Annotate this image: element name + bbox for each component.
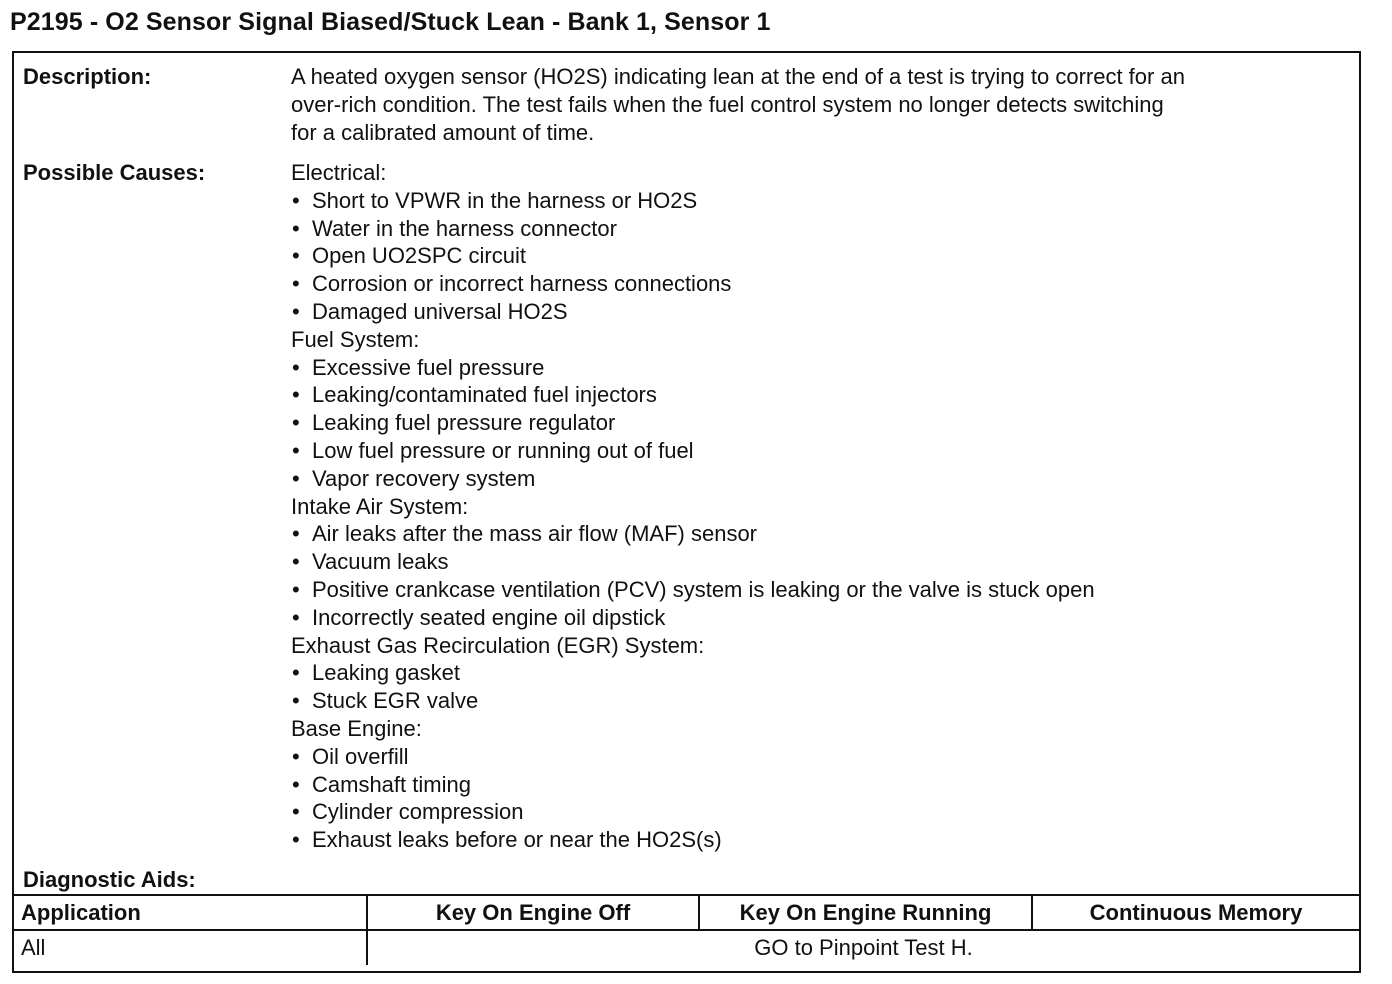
bullet-icon: • xyxy=(292,437,300,463)
cause-text: Corrosion or incorrect harness connections xyxy=(312,271,732,297)
bullet-icon: • xyxy=(292,521,300,547)
cause-text: Leaking gasket xyxy=(312,660,460,686)
description-line: for a calibrated amount of time. xyxy=(291,120,595,145)
bullet-icon: • xyxy=(292,660,300,686)
column-header-continuous-memory: Continuous Memory xyxy=(1032,895,1359,930)
list-item xyxy=(291,798,1095,826)
description-line: over-rich condition. The test fails when the fuel control system no longer detects switching xyxy=(291,92,1164,117)
cause-text: Water in the harness connector xyxy=(312,215,617,241)
cause-text: Positive crankcase ventilation (PCV) system is leaking or the valve is stuck open xyxy=(312,576,1095,602)
cause-text: Damaged universal HO2S xyxy=(312,298,568,324)
description-text xyxy=(291,63,1351,147)
list-item xyxy=(291,604,1095,632)
application-cell: All xyxy=(14,930,367,965)
bullet-icon: • xyxy=(292,215,300,241)
bullet-icon: • xyxy=(292,465,300,491)
bullet-icon: • xyxy=(292,382,300,408)
cause-group-title: Exhaust Gas Recirculation (EGR) System: xyxy=(291,632,705,658)
cause-text: Air leaks after the mass air flow (MAF) sensor xyxy=(312,521,758,547)
page-title: P2195 - O2 Sensor Signal Biased/Stuck Lean - Bank 1, Sensor 1 xyxy=(10,8,771,36)
cause-group-title: Fuel System: xyxy=(291,326,420,352)
bullet-icon: • xyxy=(292,576,300,602)
cause-text: Short to VPWR in the harness or HO2S xyxy=(312,187,698,213)
bullet-icon: • xyxy=(292,604,300,630)
bullet-icon: • xyxy=(292,688,300,714)
bullet-icon: • xyxy=(292,271,300,297)
list-item xyxy=(291,659,1095,687)
table-header-row xyxy=(14,895,1359,930)
list-item xyxy=(291,743,1095,771)
pinpoint-test-cell: GO to Pinpoint Test H. xyxy=(367,930,1359,965)
column-header-application: Application xyxy=(14,895,367,930)
list-item xyxy=(291,826,1095,854)
bullet-icon: • xyxy=(292,298,300,324)
diagnostic-aids-label: Diagnostic Aids: xyxy=(23,867,196,892)
list-item xyxy=(291,354,1095,382)
list-item xyxy=(291,270,1095,298)
bullet-icon: • xyxy=(292,187,300,213)
list-item xyxy=(291,465,1095,493)
cause-text: Exhaust leaks before or near the HO2S(s) xyxy=(312,827,722,853)
list-item xyxy=(291,437,1095,465)
description-label: Description: xyxy=(23,64,152,89)
cause-text: Excessive fuel pressure xyxy=(312,354,545,380)
cause-text: Incorrectly seated engine oil dipstick xyxy=(312,604,666,630)
cause-text: Camshaft timing xyxy=(312,771,471,797)
cause-text: Low fuel pressure or running out of fuel xyxy=(312,437,694,463)
list-item xyxy=(291,242,1095,270)
list-item xyxy=(291,771,1095,799)
bullet-icon: • xyxy=(292,799,300,825)
bullet-icon: • xyxy=(292,243,300,269)
dtc-info-box xyxy=(12,51,1361,973)
list-item xyxy=(291,409,1095,437)
list-item xyxy=(291,215,1095,243)
possible-causes-label: Possible Causes: xyxy=(23,160,206,185)
list-item xyxy=(291,687,1095,715)
cause-text: Open UO2SPC circuit xyxy=(312,243,526,269)
cause-text: Stuck EGR valve xyxy=(312,688,479,714)
bullet-icon: • xyxy=(292,410,300,436)
cause-text: Leaking/contaminated fuel injectors xyxy=(312,382,657,408)
diagnostic-aids-table xyxy=(14,894,1359,965)
bullet-icon: • xyxy=(292,549,300,575)
table-row xyxy=(14,930,1359,965)
bullet-icon: • xyxy=(292,743,300,769)
cause-text: Vacuum leaks xyxy=(312,549,449,575)
list-item xyxy=(291,187,1095,215)
bullet-icon: • xyxy=(292,771,300,797)
list-item xyxy=(291,520,1095,548)
bullet-icon: • xyxy=(292,354,300,380)
list-item xyxy=(291,381,1095,409)
cause-text: Vapor recovery system xyxy=(312,465,536,491)
cause-group-title: Intake Air System: xyxy=(291,493,469,519)
column-header-koeo: Key On Engine Off xyxy=(367,895,699,930)
list-item xyxy=(291,298,1095,326)
cause-text: Leaking fuel pressure regulator xyxy=(312,410,616,436)
cause-group-title: Electrical: xyxy=(291,160,387,185)
possible-causes-list xyxy=(291,159,1095,854)
bullet-icon: • xyxy=(292,827,300,853)
description-line: A heated oxygen sensor (HO2S) indicating lean at the end of a test is trying to correct for an xyxy=(291,64,1185,89)
list-item xyxy=(291,576,1095,604)
list-item xyxy=(291,548,1095,576)
column-header-koer: Key On Engine Running xyxy=(699,895,1032,930)
cause-group-title: Base Engine: xyxy=(291,715,422,741)
cause-text: Oil overfill xyxy=(312,743,409,769)
cause-text: Cylinder compression xyxy=(312,799,524,825)
